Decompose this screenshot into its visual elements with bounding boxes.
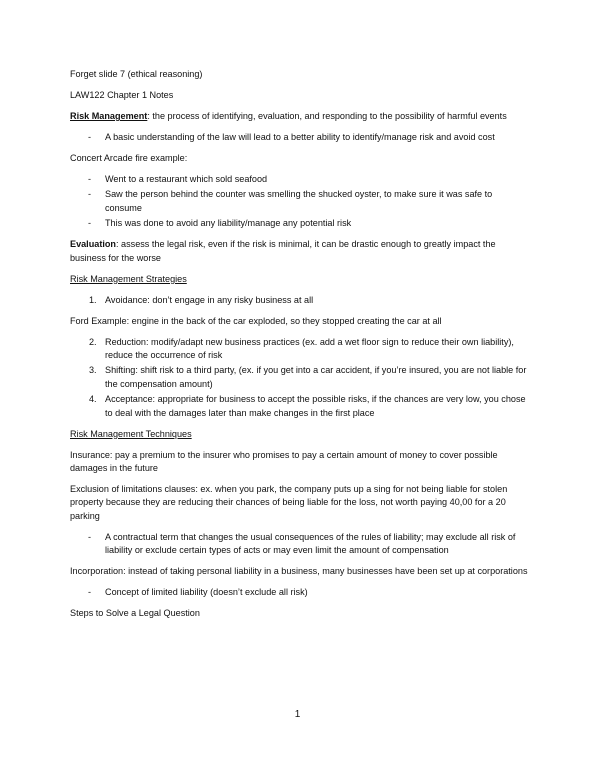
ford-example: Ford Example: engine in the back of the car exploded, so they stopped creating the car at all <box>70 315 442 326</box>
list-number: 3. <box>89 365 97 376</box>
exclusion-paragraph: Exclusion of limitations clauses: ex. when you park, the company puts up a sing for not being liable for stolen property because they are reducing their chances of being liable for the loss, not worth paying 40,00 for a 20 parking <box>70 484 508 521</box>
list-item: - Went to a restaurant which sold seafood <box>70 173 530 186</box>
dash-marker: - <box>88 531 92 542</box>
list-item: 4. Acceptance: appropriate for business to accept the possible risks, if the chances are very low, you chose to deal with the damages later than make changes in the first place <box>89 394 526 418</box>
evaluation-def-text: : assess the legal risk, even if the risk is minimal, it can be drastic enough to greatly impact the business for the worse <box>70 239 496 263</box>
page-content <box>70 68 530 628</box>
concert-example-heading: Concert Arcade fire example: <box>70 153 188 163</box>
list-item: 2. Reduction: modify/adapt new business practices (ex. add a wet floor sign to reduce their own liability), reduce the occurrence of risk <box>89 336 514 361</box>
note-forget-slide: Forget slide 7 (ethical reasoning) <box>70 69 203 79</box>
exclusion-bullets <box>70 531 530 558</box>
list-item: - A basic understanding of the law will lead to a better ability to identify/manage risk and avoid cost <box>70 131 530 144</box>
list-item: - Saw the person behind the counter was smelling the shucked oyster, to make sure it was safe to consume <box>88 189 493 213</box>
incorporation-paragraph: Incorporation: instead of taking personal liability in a business, many businesses have been set up at corporations <box>70 566 528 577</box>
list-number: 4. <box>89 394 97 405</box>
list-item: 3. Shifting: shift risk to a third party, (ex. if you get into a car accident, if you’re insured, you are not liable for the compensation amount) <box>89 365 527 389</box>
dash-marker: - <box>88 587 92 598</box>
page-number: 1 <box>294 709 301 720</box>
dash-marker: - <box>88 189 92 200</box>
dash-marker: - <box>88 174 92 184</box>
risk-management-term: Risk Management <box>70 111 148 121</box>
strategies-list-rest <box>70 336 530 420</box>
incorporation-bullets <box>70 586 530 599</box>
strategies-heading: Risk Management Strategies <box>70 273 187 284</box>
list-number: 1. <box>89 294 97 305</box>
insurance-paragraph: Insurance: pay a premium to the insurer who promises to pay a certain amount of money to cover possible damages in the future <box>70 449 498 474</box>
risk-management-bullets <box>70 131 530 144</box>
dash-marker: - <box>88 132 92 142</box>
list-item: - This was done to avoid any liability/manage any potential risk <box>70 217 530 230</box>
concert-example-bullets <box>70 173 530 231</box>
risk-management-def-text: : the process of identifying, evaluation, and responding to the possibility of harmful events <box>147 111 507 121</box>
list-item: - A contractual term that changes the usual consequences of the rules of liability; may exclude all risk of liability or exclude certain types of acts or may even limit the amount of compensation <box>88 531 516 556</box>
notes-title: LAW122 Chapter 1 Notes <box>70 90 174 100</box>
list-item: 1. Avoidance: don’t engage in any risky business at all <box>70 294 530 307</box>
evaluation-term: Evaluation <box>70 239 116 250</box>
list-number: 2. <box>89 336 97 347</box>
techniques-heading: Risk Management Techniques <box>70 428 192 439</box>
steps-heading: Steps to Solve a Legal Question <box>70 608 200 619</box>
evaluation-definition <box>70 238 530 265</box>
strategies-list-first <box>70 294 530 307</box>
list-item: - Concept of limited liability (doesn’t exclude all risk) <box>70 586 530 599</box>
risk-management-definition <box>70 110 530 123</box>
dash-marker: - <box>88 218 92 229</box>
